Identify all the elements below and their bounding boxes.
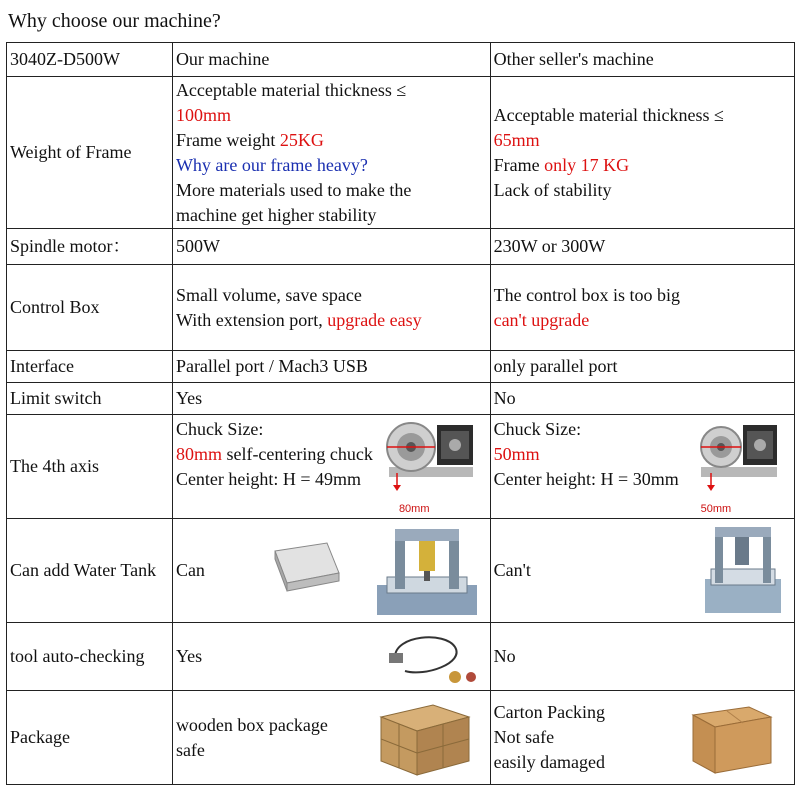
row-label-axis4: The 4th axis <box>7 415 173 519</box>
axis4-others-dim: 50mm <box>700 503 732 515</box>
frame-others-cell <box>490 77 794 229</box>
limit-ours: Yes <box>172 383 490 415</box>
control-ours-2a: With extension port, <box>175 309 328 330</box>
frame-ours-thickness-value: 100mm <box>175 104 231 125</box>
frame-others-weight-label: Frame <box>493 154 545 175</box>
rotary-axis-image-small <box>691 417 789 495</box>
package-others-cell <box>490 691 794 785</box>
package-others-1: Carton Packing <box>493 702 606 722</box>
frame-ours-thickness: Acceptable material thickness ≤ <box>175 79 407 100</box>
header-others: Other seller's machine <box>490 43 794 77</box>
row-label-control: Control Box <box>7 265 173 351</box>
row-label-limit: Limit switch <box>7 383 173 415</box>
cnc-machine-image-other <box>701 523 785 617</box>
axis4-others-chuck-label: Chuck Size: <box>493 419 582 439</box>
table-row <box>7 43 795 77</box>
limit-others: No <box>490 383 794 415</box>
water-ours-cell <box>172 519 490 623</box>
frame-others-thickness: Acceptable material thickness ≤ <box>493 104 724 125</box>
package-ours-1: wooden box package <box>175 714 328 735</box>
spindle-others: 230W or 300W <box>490 229 794 265</box>
frame-ours-weight-label: Frame weight <box>175 129 280 150</box>
interface-others: only parallel port <box>490 351 794 383</box>
package-others-2: Not safe <box>493 727 555 747</box>
table-row <box>7 77 795 229</box>
interface-ours: Parallel port / Mach3 USB <box>172 351 490 383</box>
row-label-package: Package <box>7 691 173 785</box>
row-label-tool: tool auto-checking <box>7 623 173 691</box>
control-others-2: can't upgrade <box>493 309 590 330</box>
water-others: Can't <box>493 560 531 580</box>
page-title: Why choose our machine? <box>8 10 221 32</box>
control-ours-cell <box>172 265 490 351</box>
axis4-ours-size: 80mm <box>175 444 222 464</box>
comparison-table <box>6 42 795 785</box>
table-row <box>7 229 795 265</box>
tool-sensor-image <box>385 627 481 687</box>
table-row <box>7 623 795 691</box>
header-ours: Our machine <box>172 43 490 77</box>
wooden-box-image <box>377 695 473 779</box>
axis4-ours-dim: 80mm <box>398 503 430 515</box>
control-others-cell <box>490 265 794 351</box>
header-model: 3040Z-D500W <box>7 43 173 77</box>
carton-box-image <box>687 699 777 777</box>
axis4-others-size: 50mm <box>493 444 540 464</box>
row-label-frame: Weight of Frame <box>7 77 173 229</box>
package-ours-2: safe <box>175 739 205 760</box>
frame-others-weight-value: only 17 KG <box>544 154 630 175</box>
axis4-ours-height: Center height: H = 49mm <box>175 469 362 489</box>
frame-ours-answer-1: More materials used to make the <box>175 179 412 200</box>
tool-others: No <box>490 623 794 691</box>
package-others-3: easily damaged <box>493 752 606 772</box>
table-row <box>7 519 795 623</box>
frame-ours-answer-2: machine get higher stability <box>175 204 377 225</box>
row-label-interface: Interface <box>7 351 173 383</box>
package-ours-cell <box>172 691 490 785</box>
table-row <box>7 351 795 383</box>
frame-others-stability: Lack of stability <box>493 179 612 200</box>
control-ours-1: Small volume, save space <box>175 284 362 305</box>
frame-ours-weight-value: 25KG <box>279 129 324 150</box>
table-row <box>7 265 795 351</box>
water-others-cell <box>490 519 794 623</box>
table-row <box>7 691 795 785</box>
axis4-ours-cell <box>172 415 490 519</box>
control-ours-2b: upgrade easy <box>327 309 422 330</box>
water-ours: Can <box>175 560 205 580</box>
row-label-water: Can add Water Tank <box>7 519 173 623</box>
control-others-1: The control box is too big <box>493 284 681 305</box>
spindle-ours: 500W <box>172 229 490 265</box>
axis4-ours-chuck-label: Chuck Size: <box>175 419 264 439</box>
axis4-others-height: Center height: H = 30mm <box>493 469 679 489</box>
frame-ours-cell <box>172 77 490 229</box>
axis4-others-cell <box>490 415 794 519</box>
table-row <box>7 415 795 519</box>
axis4-ours-desc: self-centering chuck <box>221 444 373 464</box>
table-row <box>7 383 795 415</box>
tool-ours-cell <box>172 623 490 691</box>
water-tank-image <box>269 537 341 595</box>
frame-ours-question: Why are our frame heavy? <box>175 154 368 175</box>
tool-ours: Yes <box>175 646 203 666</box>
row-label-spindle: Spindle motor： <box>7 229 173 265</box>
frame-others-thickness-value: 65mm <box>493 129 540 150</box>
rotary-axis-image-large <box>381 417 483 495</box>
cnc-machine-image <box>373 521 481 619</box>
